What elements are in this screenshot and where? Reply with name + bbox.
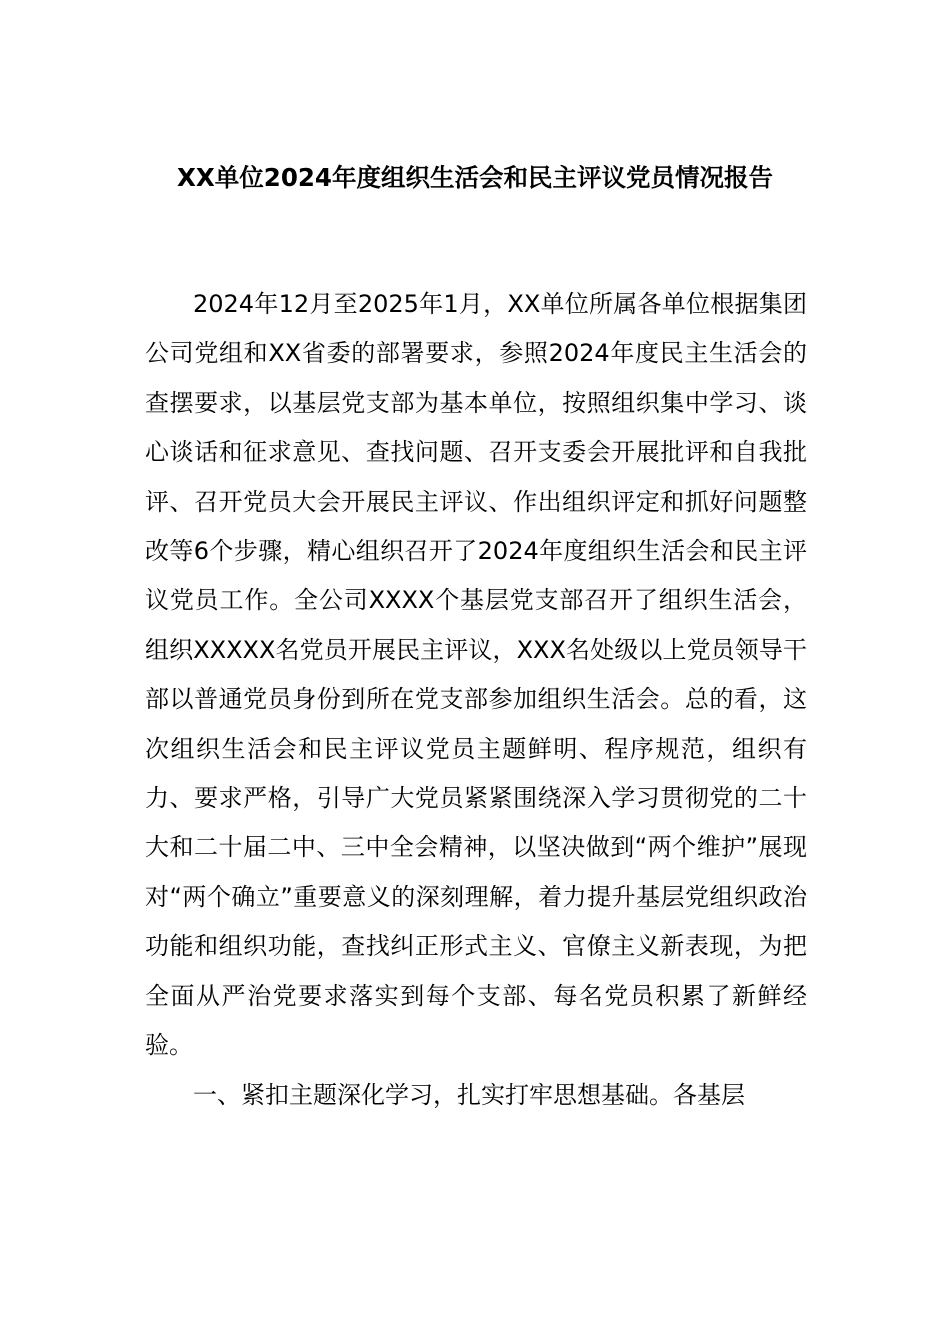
paragraph-intro: 2024年12月至2025年1月，XX单位所属各单位根据集团公司党组和XX省委的部署要求，参照2024年度民主生活会的查摆要求，以基层党支部为基本单位，按照组织集中学习、谈心谈话和征求意见、查找问题、召开支委会开展批评和自我批评、召开党员大会开展民主评议、作出组织评定和抓好问题整改等6个步骤，精心组织召开了2024年度组织生活会和民主评议党员工作。全公司XXXX个基层党支部召开了组织生活会，组织XXXXX名党员开展民主评议，XXX名处级以上党员领导干部以普通党员身份到所在党支部参加组织生活会。总的看，这次组织生活会和民主评议党员主题鲜明、程序规范，组织有力、要求严格，引导广大党员紧紧围绕深入学习贯彻党的二十大和二十届二中、三中全会精神，以坚决做到“两个维护”展现对“两个确立”重要意义的深刻理解，着力提升基层党组织政治功能和组织功能，查找纠正形式主义、官僚主义新表现，为把全面从严治党要求落实到每个支部、每名党员积累了新鲜经验。 xyxy=(145,290,807,1060)
paragraph-section-one: 一、紧扣主题深化学习，扎实打牢思想基础。各基层 xyxy=(193,1080,745,1109)
document-body xyxy=(145,280,807,1120)
document-title: XX单位2024年度组织生活会和民主评议党员情况报告 xyxy=(177,163,773,192)
